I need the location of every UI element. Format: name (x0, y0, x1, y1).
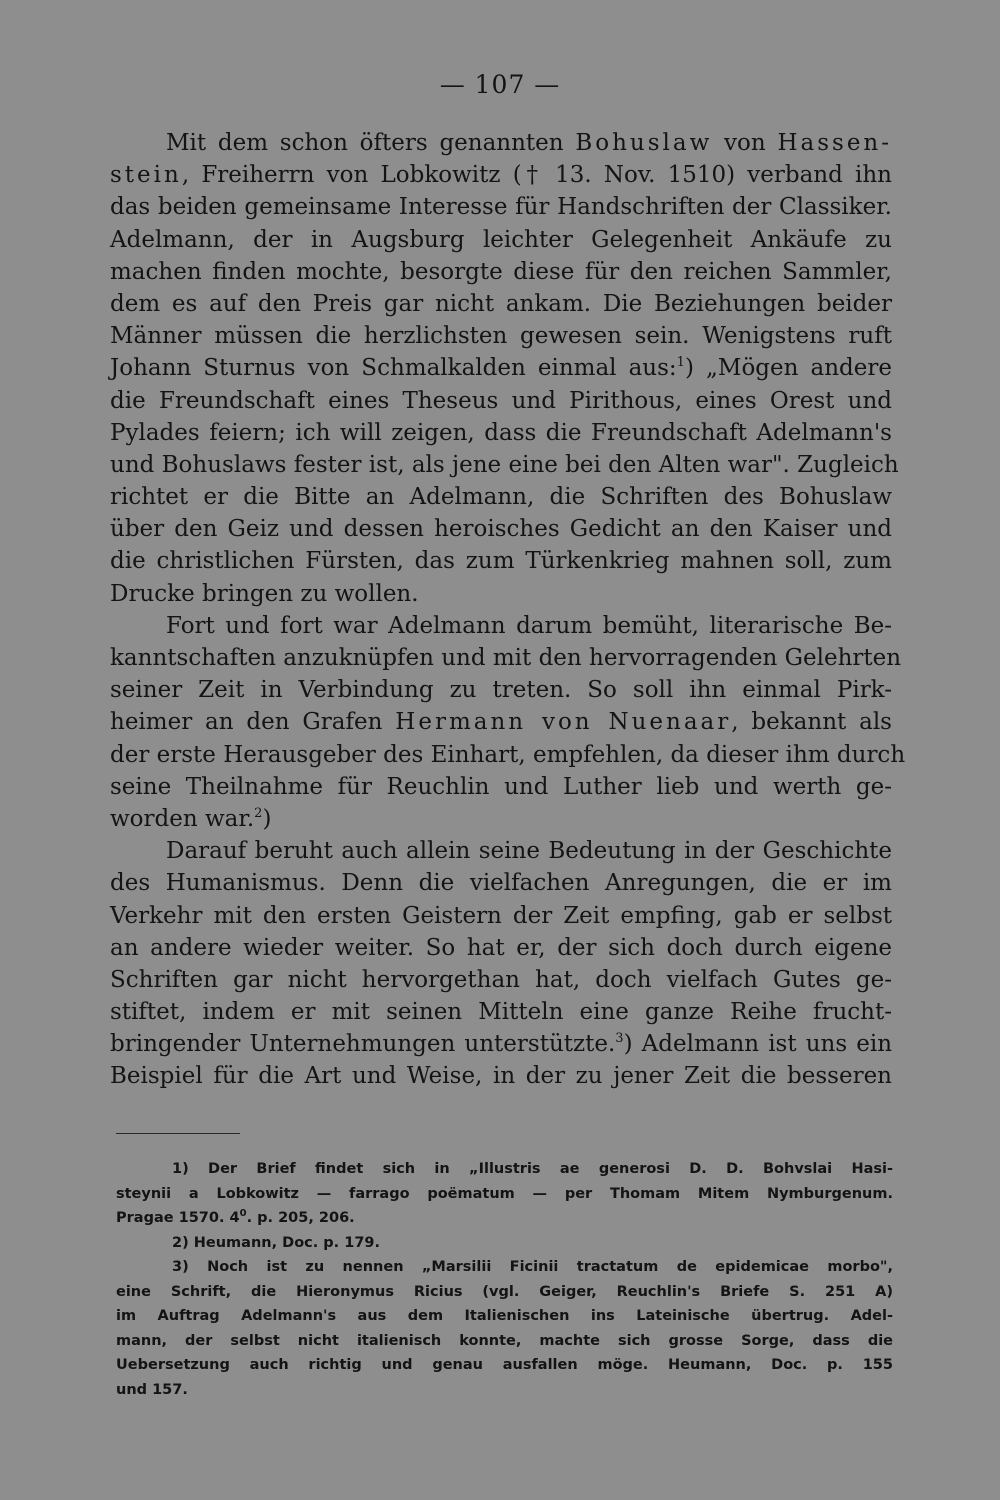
text-segment: bringender Unternehmungen unterstützte. (110, 1031, 616, 1058)
footnote-ref: 3 (615, 1031, 624, 1047)
text-segment: ) „Mögen andere (684, 355, 892, 382)
text-line: stiftet, indem er mit seinen Mitteln eine ganze Reihe frucht- (110, 999, 892, 1026)
superscript: 0 (239, 1208, 247, 1219)
spaced-name: stein (110, 162, 182, 189)
text-line: Adelmann, der in Augsburg leichter Gelegenheit Ankäufe zu (110, 226, 892, 253)
text-segment: , bekannt als (731, 709, 892, 736)
footnote-ref: 2 (254, 805, 263, 821)
text-line: über den Geiz und dessen heroisches Gedicht an den Kaiser und (110, 516, 892, 543)
footnote-ref: 1 (676, 355, 685, 371)
text-line: das beiden gemeinsame Interesse für Handschriften der Classiker. (110, 194, 892, 221)
text-line: seine Theilnahme für Reuchlin und Luther lieb und werth ge- (110, 773, 892, 800)
text-line: Darauf beruht auch allein seine Bedeutung in der Geschichte (166, 838, 892, 865)
text-line: der erste Herausgeber des Einhart, empfehlen, da dieser ihm durch (110, 741, 906, 768)
text-line (110, 352, 892, 384)
text-line (110, 127, 892, 159)
text-line: die Freundschaft eines Theseus und Pirithous, eines Orest und (110, 387, 892, 414)
text-line: Beispiel für die Art und Weise, in der zu jener Zeit die besseren (110, 1063, 892, 1090)
text-segment: ) Adelmann ist uns ein (623, 1031, 893, 1058)
footnote-line: 2) Heumann, Doc. p. 179. (172, 1234, 381, 1251)
text-line: Männer müssen die herzlichsten gewesen sein. Wenigstens ruft (110, 323, 892, 350)
page-number: — 107 — (439, 70, 561, 99)
text-segment: worden war. (110, 805, 255, 832)
text-line: an andere wieder weiter. So hat er, der sich doch durch eigene (110, 934, 892, 961)
text-line: Verkehr mit den ersten Geistern der Zeit empfing, gab er selbst (110, 902, 892, 929)
footnote-line: 3) Noch ist zu nennen „Marsilii Ficinii tractatum de epidemicae morbo", (172, 1259, 893, 1275)
text-line: machen finden mochte, besorgte diese für den reichen Sammler, (110, 258, 892, 285)
text-line: des Humanismus. Denn die vielfachen Anregungen, die er im (110, 870, 892, 897)
text-segment: heimer an den Grafen (110, 709, 396, 736)
footnote-line: eine Schrift, die Hieronymus Ricius (vgl. Geiger, Reuchlin's Briefe S. 251 A) (116, 1283, 893, 1300)
footnote-line: Uebersetzung auch richtig und genau ausfallen möge. Heumann, Doc. p. 155 (116, 1357, 893, 1373)
text-line: richtet er die Bitte an Adelmann, die Schriften des Bohuslaw (110, 484, 892, 511)
footnote-divider (116, 1133, 240, 1134)
footnote-line: 1) Der Brief findet sich in „Illustris ae generosi D. D. Bohvslai Hasi- (172, 1161, 893, 1177)
text-line (110, 159, 892, 191)
footnote-line: steynii a Lobkowitz — farrago poëmatum — per Thomam Mitem Nymburgenum. (116, 1185, 893, 1202)
text-line (110, 803, 892, 835)
text-line (110, 706, 892, 738)
text-line: Fort und fort war Adelmann darum bemüht, literarische Be- (166, 612, 892, 639)
text-line (110, 1028, 892, 1060)
text-line: die christlichen Fürsten, das zum Türkenkrieg mahnen soll, zum (110, 548, 892, 575)
body-text (110, 127, 906, 1093)
text-segment: von (712, 130, 778, 156)
spaced-name: Hassen- (777, 130, 893, 156)
footnote-line (116, 1206, 893, 1231)
text-segment: ) (262, 805, 272, 832)
text-segment: Johann Sturnus von Schmalkalden einmal aus: (110, 355, 677, 382)
text-segment: Pragae 1570. 4 (116, 1210, 240, 1226)
spaced-name: Bohuslaw (575, 130, 713, 156)
footnote-line: und 157. (116, 1381, 188, 1398)
spaced-name: Hermann von Nuenaar (395, 709, 732, 736)
footnote-line: mann, der selbst nicht italienisch konnte, machte sich grosse Sorge, dass die (116, 1332, 893, 1349)
text-line: und Bohuslaws fester ist, als jene eine bei den Alten war". Zugleich (110, 451, 899, 478)
text-line: seiner Zeit in Verbindung zu treten. So soll ihn einmal Pirk- (110, 677, 892, 704)
footnotes (116, 1157, 893, 1402)
text-line: dem es auf den Preis gar nicht ankam. Die Beziehungen beider (110, 290, 892, 317)
text-segment: . p. 205, 206. (246, 1210, 355, 1226)
text-line: Drucke bringen zu wollen. (110, 580, 419, 607)
text-segment: , Freiherrn von Lobkowitz († 13. Nov. 1510) verband ihn (181, 162, 892, 189)
text-line: Pylades feiern; ich will zeigen, dass die Freundschaft Adelmann's (110, 419, 892, 446)
footnote-line: im Auftrag Adelmann's aus dem Italienischen ins Lateinische übertrug. Adel- (116, 1308, 893, 1324)
text-segment: Mit dem schon öfters genannten (166, 130, 576, 156)
text-line: kanntschaften anzuknüpfen und mit den hervorragenden Gelehrten (110, 645, 902, 671)
text-line: Schriften gar nicht hervorgethan hat, doch vielfach Gutes ge- (110, 966, 892, 993)
